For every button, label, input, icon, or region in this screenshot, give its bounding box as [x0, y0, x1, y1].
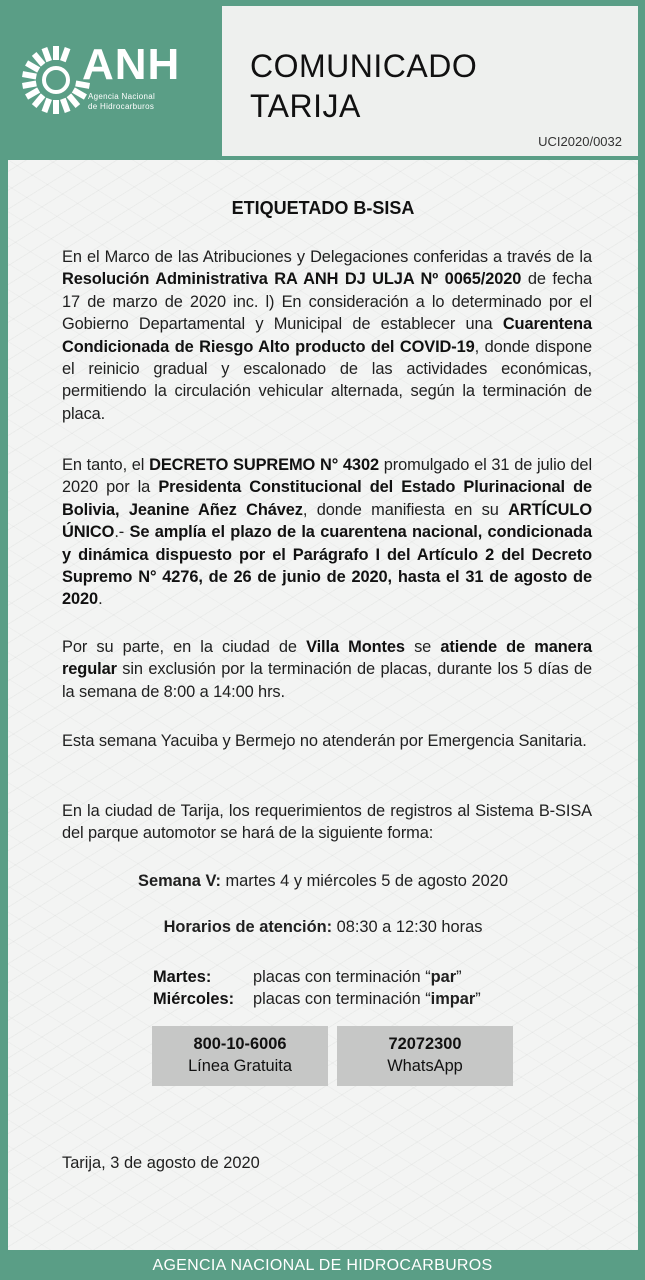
schedule-kind: impar	[430, 990, 476, 1008]
hours-label: Horarios de atención:	[163, 918, 333, 936]
schedule-pre: placas con terminación “	[253, 968, 431, 986]
bold-text-run: Presidenta Constitucional del Estado Plurinacional de Bolivia, Jeanine Añez Chávez	[62, 478, 593, 519]
logo-subtitle-line1: Agencia Nacional	[88, 92, 156, 101]
week-text: martes 4 y miércoles 5 de agosto 2020	[220, 872, 508, 890]
text-run: promulgado el 31 de julio del 2020 por la	[62, 456, 592, 497]
schedule-post: ”	[475, 990, 481, 1008]
text-run: , donde dispone el reinicio gradual y escalonado de las actividades económicas, permitiendo la circulación vehicular alternada, según la terminación de placa.	[62, 337, 593, 423]
title-line1: COMUNICADO	[250, 48, 478, 84]
bold-text-run: Villa Montes	[306, 638, 405, 656]
schedule-kind: par	[430, 968, 457, 986]
text-run: de fecha 17 de marzo de 2020 inc. l) En consideración a lo determinado por el Gobierno Departamental y Municipal de establecer una	[62, 270, 592, 334]
whatsapp-contact[interactable]	[337, 1026, 513, 1086]
schedule-day: Miércoles:	[153, 990, 235, 1008]
hours-line	[8, 918, 638, 937]
communique-body	[8, 160, 638, 1250]
paragraph-4: Esta semana Yacuiba y Bermejo no atenderán por Emergencia Sanitaria.	[62, 732, 587, 750]
text-run: .	[98, 590, 103, 609]
week-line	[8, 872, 638, 891]
bold-text-run: Cuarentena Condicionada de Riesgo Alto producto del COVID-19	[62, 315, 592, 356]
anh-logo	[22, 40, 202, 120]
paragraph-2	[62, 454, 592, 611]
contact-number: 72072300	[388, 1035, 462, 1053]
schedule-row	[153, 988, 481, 1010]
bold-text-run: atiende de manera regular	[62, 638, 592, 679]
text-run: sin exclusión por la terminación de placas, durante los 5 días de la semana de 8:00 a 14:00 hrs.	[62, 660, 592, 701]
contact-number: 800-10-6006	[193, 1035, 287, 1053]
schedule-pre: placas con terminación “	[253, 990, 431, 1008]
footer-agency-name: AGENCIA NACIONAL DE HIDROCARBUROS	[152, 1257, 493, 1274]
contact-label: WhatsApp	[387, 1057, 463, 1075]
text-run: , donde manifiesta en su	[302, 500, 509, 519]
page-title	[250, 46, 477, 126]
document-date: Tarija, 3 de agosto de 2020	[62, 1154, 260, 1172]
title-box	[222, 6, 638, 156]
free-line-contact[interactable]	[152, 1026, 328, 1086]
paragraph-5: En la ciudad de Tarija, los requerimientos de registros al Sistema B-SISA del parque automotor se hará de la siguiente forma:	[62, 802, 592, 843]
text-run: En el Marco de las Atribuciones y Delegaciones conferidas a través de la	[62, 248, 592, 266]
text-run: se	[404, 638, 441, 656]
schedule-row	[153, 966, 462, 988]
header	[0, 0, 645, 160]
paragraph-3	[62, 636, 592, 703]
text-run: .-	[114, 523, 130, 542]
schedule-day: Martes:	[153, 968, 212, 986]
text-run: En tanto, el	[62, 456, 150, 474]
hours-text: 08:30 a 12:30 horas	[332, 918, 483, 936]
week-label: Semana V:	[138, 872, 221, 890]
logo-acronym: ANH	[82, 40, 181, 89]
document-heading: ETIQUETADO B-SISA	[231, 198, 415, 218]
bold-text-run: ARTÍCULO ÚNICO	[62, 500, 592, 542]
bold-text-run: Resolución Administrativa RA ANH DJ ULJA Nº 0065/2020	[62, 270, 522, 289]
paragraph-1	[62, 246, 592, 425]
reference-code: UCI2020/0032	[538, 134, 622, 149]
title-line2: TARIJA	[250, 88, 361, 124]
bold-text-run: DECRETO SUPREMO N° 4302	[149, 456, 379, 474]
schedule-post: ”	[456, 968, 462, 986]
bold-text-run: Se amplía el plazo de la cuarentena nacional, condicionada y dinámica dispuesto por el Parágrafo I del Artículo 2 del Decreto Supremo N° 4276, de 26 de junio de 2020, hasta el 31 de agosto de 2020	[62, 523, 592, 609]
contact-label: Línea Gratuita	[188, 1057, 292, 1075]
text-run: Por su parte, en la ciudad de	[62, 638, 307, 656]
logo-subtitle-line2: de Hidrocarburos	[88, 102, 155, 111]
